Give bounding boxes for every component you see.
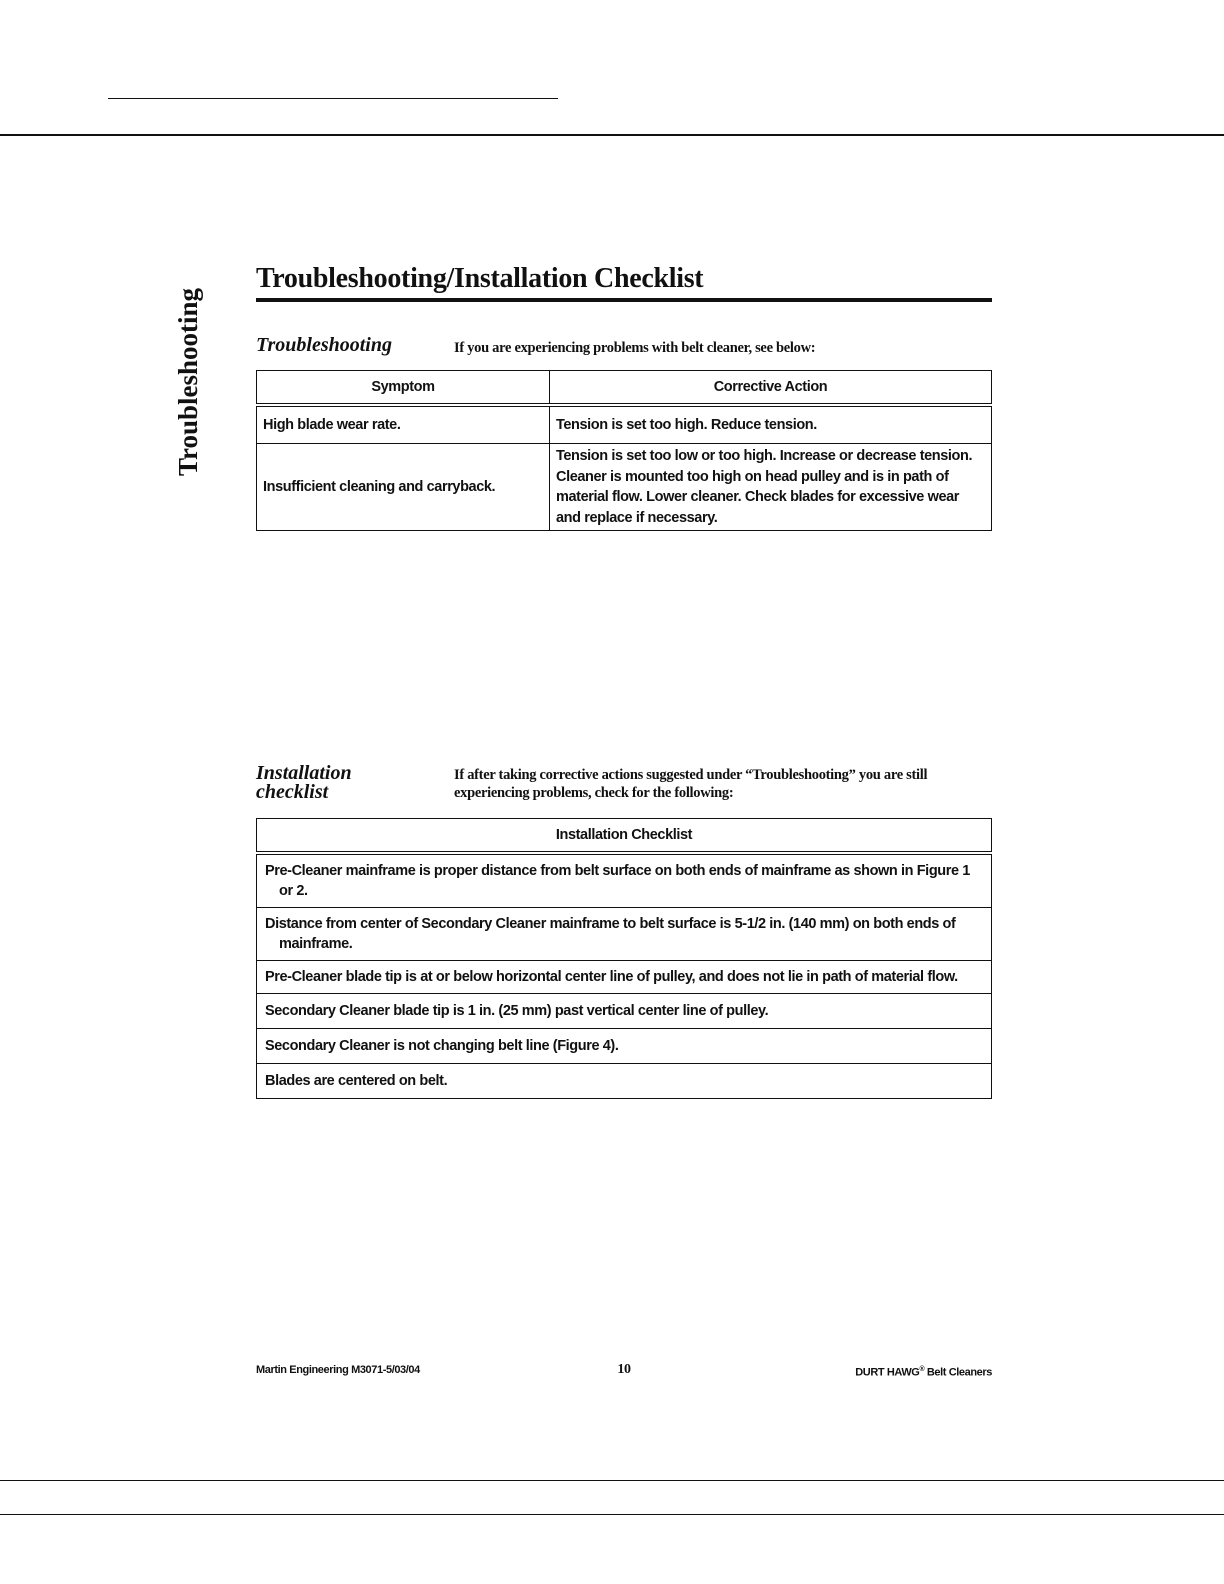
- installation-label-line2: checklist: [256, 781, 329, 803]
- corrective-action-cell: Tension is set too low or too high. Increase or decrease tension. Cleaner is mounted too high on head pulley and is in path of material flow. Lower cleaner. Check blades for excessive wear and replace if necessary.: [550, 444, 992, 531]
- table-header-row: [257, 371, 992, 406]
- page-title: Troubleshooting/Installation Checklist: [256, 263, 704, 294]
- troubleshooting-table: [256, 370, 992, 531]
- bottom-page-rule-lower: [0, 1514, 1224, 1515]
- side-tab-label: Troubleshooting: [173, 287, 203, 476]
- checklist-item-text: Pre-Cleaner blade tip is at or below horizontal center line of pulley, and does not lie in path of material flow.: [265, 969, 958, 985]
- table-row: [257, 405, 992, 444]
- symptom-cell: Insufficient cleaning and carryback.: [257, 444, 550, 531]
- corrective-action-column-header: Corrective Action: [550, 371, 992, 406]
- installation-label-line1: Installation: [256, 762, 352, 784]
- checklist-item-text: Pre-Cleaner mainframe is proper distance from belt surface on both ends of mainframe as shown in Figure 1 or 2.: [265, 863, 970, 899]
- checklist-item-text: Blades are centered on belt.: [265, 1073, 448, 1089]
- checklist-item-text: Distance from center of Secondary Cleaner mainframe to belt surface is 5-1/2 in. (140 mm) on both ends of mainframe.: [265, 916, 956, 952]
- symptom-cell: High blade wear rate.: [257, 405, 550, 444]
- installation-section-label: [256, 764, 352, 802]
- top-page-rule: [0, 134, 1224, 136]
- installation-intro: If after taking corrective actions suggested under “Troubleshooting” you are still experiencing problems, check for the following:: [454, 767, 928, 801]
- bottom-page-rule: [0, 1480, 1224, 1481]
- troubleshooting-section-label: Troubleshooting: [256, 334, 392, 356]
- table-row: [257, 961, 992, 994]
- checklist-item-text: Secondary Cleaner is not changing belt line (Figure 4).: [265, 1038, 619, 1054]
- table-row: [257, 994, 992, 1029]
- top-short-rule: [108, 98, 558, 99]
- installation-checklist-table: [256, 818, 992, 1099]
- checklist-item: [257, 1064, 992, 1099]
- checklist-item: [257, 853, 992, 908]
- checklist-item: [257, 1029, 992, 1064]
- table-row: [257, 853, 992, 908]
- table-header-row: [257, 819, 992, 854]
- checklist-item: [257, 994, 992, 1029]
- symptom-column-header: Symptom: [257, 371, 550, 406]
- footer-document-id: Martin Engineering M3071-5/03/04: [256, 1364, 420, 1376]
- table-row: [257, 444, 992, 531]
- footer-brand: DURT HAWG: [855, 1366, 920, 1379]
- registered-mark: ®: [919, 1366, 925, 1373]
- table-row: [257, 1064, 992, 1099]
- troubleshooting-intro: If you are experiencing problems with belt cleaner, see below:: [454, 340, 816, 356]
- checklist-item: [257, 961, 992, 994]
- page-number: 10: [617, 1362, 631, 1377]
- table-row: [257, 1029, 992, 1064]
- installation-checklist-header: Installation Checklist: [257, 819, 992, 854]
- table-row: [257, 908, 992, 961]
- checklist-item-text: Secondary Cleaner blade tip is 1 in. (25 mm) past vertical center line of pulley.: [265, 1003, 769, 1019]
- footer-product-name: [855, 1362, 992, 1381]
- title-underline: [256, 298, 992, 302]
- checklist-item: [257, 908, 992, 961]
- corrective-action-cell: Tension is set too high. Reduce tension.: [550, 405, 992, 444]
- footer-brand-suffix: Belt Cleaners: [924, 1366, 992, 1379]
